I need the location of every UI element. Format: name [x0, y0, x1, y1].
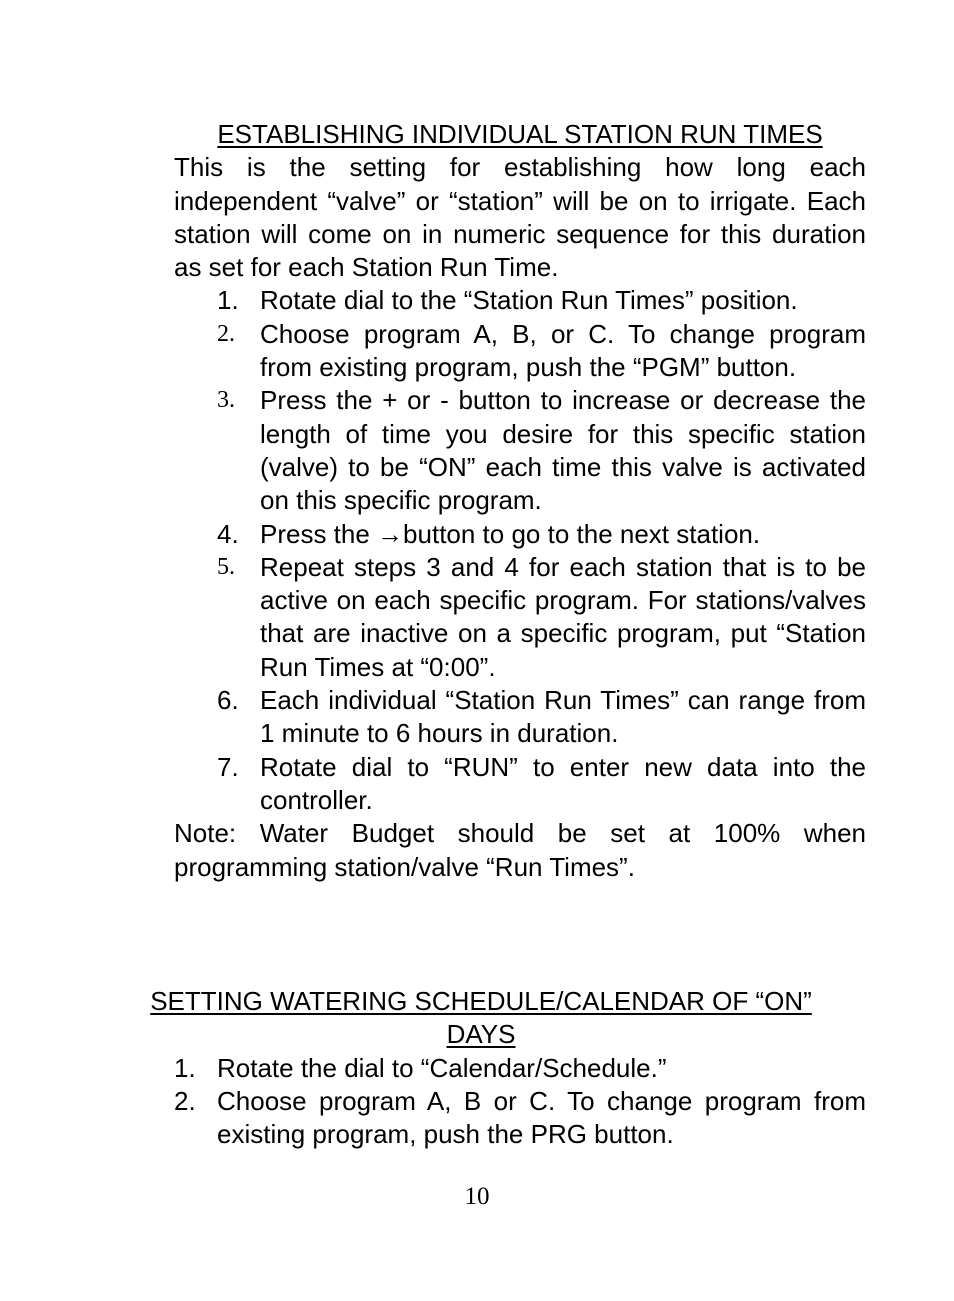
section-heading: SETTING WATERING SCHEDULE/CALENDAR OF “ON”: [150, 986, 812, 1016]
step-text: Each individual “Station Run Times” can range from 1 minute to 6 hours in duration.: [260, 685, 866, 749]
step-number: 3.: [217, 387, 235, 414]
step-text: Choose program A, B, or C. To change program from existing program, push the “PGM” button.: [260, 318, 866, 383]
list-item: [174, 518, 866, 551]
steps-list: [174, 1052, 866, 1152]
step-number: 1.: [217, 285, 239, 316]
list-item: [174, 318, 866, 385]
list-item: [174, 1085, 866, 1152]
list-item: [174, 1052, 866, 1085]
step-number: 1.: [174, 1052, 196, 1083]
step-text: Press the + or - button to increase or decrease the length of time you desire for this specific station (valve) to be “ON” each time this valve is activated on this specific program.: [260, 385, 866, 516]
note-paragraph: Note: Water Budget should be set at 100% when programming station/valve “Run Times”.: [174, 818, 866, 882]
step-text: Choose program A, B or C. To change program from existing program, push the PRG button.: [217, 1085, 866, 1150]
intro-paragraph: This is the setting for establishing how long each independent “valve” or “station” will be on to irrigate. Each station will come on in numeric sequence for this duration as set for each Station Run Time.: [174, 152, 866, 283]
list-item: [174, 551, 866, 684]
list-item: [174, 384, 866, 517]
step-number: 7.: [217, 751, 239, 782]
section-heading: ESTABLISHING INDIVIDUAL STATION RUN TIMES: [217, 119, 823, 149]
step-number: 4.: [217, 518, 239, 549]
step-number: 2.: [174, 1085, 196, 1116]
step-text: Rotate the dial to “Calendar/Schedule.”: [217, 1052, 667, 1083]
page-number: 10: [464, 1183, 490, 1210]
steps-list: [174, 284, 866, 817]
list-item: [174, 751, 866, 818]
list-item: [174, 684, 866, 751]
list-item: [174, 284, 866, 317]
step-text: Repeat steps 3 and 4 for each station that is to be active on each specific program. For stations/valves that are inactive on a specific program, put “Station Run Times at “0:00”.: [260, 551, 866, 682]
section-watering-schedule: [110, 985, 866, 1151]
step-number: 2.: [217, 320, 235, 347]
step-text: Rotate dial to “RUN” to enter new data into the controller.: [260, 751, 866, 815]
step-number: 5.: [217, 553, 235, 580]
step-text: Rotate dial to the “Station Run Times” position.: [260, 285, 798, 316]
section-heading-continued: DAYS: [446, 1019, 516, 1050]
step-text: Press the →button to go to the next station.: [260, 518, 761, 549]
section-station-run-times: [174, 118, 866, 884]
step-number: 6.: [217, 685, 239, 716]
